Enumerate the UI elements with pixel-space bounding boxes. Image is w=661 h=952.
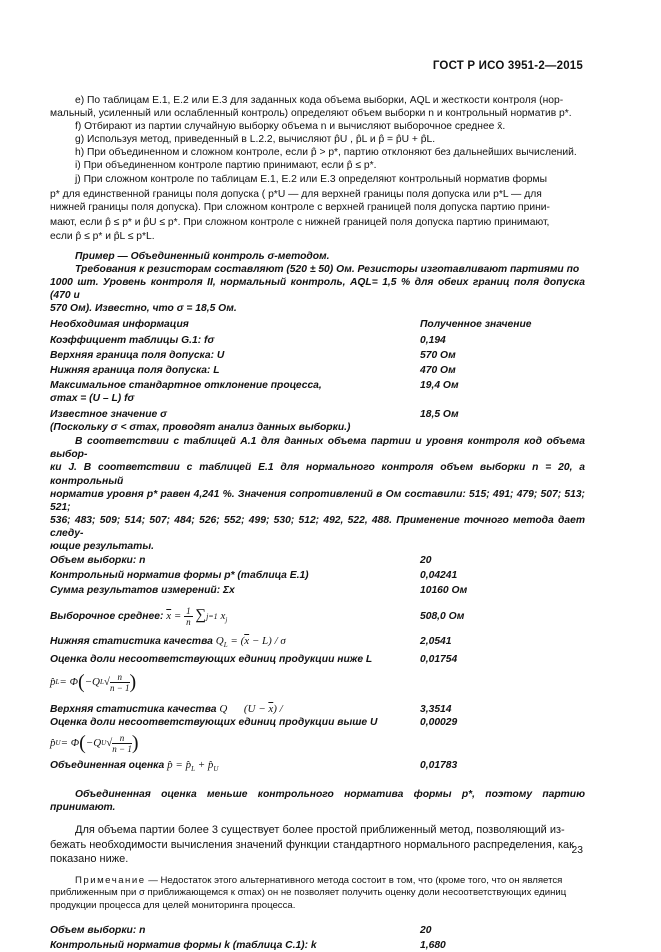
table-row: Объем выборки: n 20 (50, 555, 432, 567)
para-j-line1: j) При сложном контроле по таблицам Е.1, Е.2 или Е.3 определяют контрольный норматив формы (75, 173, 547, 185)
table-row: Выборочное среднее: $\overline{x}$ = $\frac{1}{n}$ ∑j=1 $x_j$ 508,0 Ом (50, 605, 465, 627)
para-e-line1: е) По таблицам Е.1, Е.2 или Е.3 для заданных кода объема выборки, AQL и жесткости контроля (нор- (75, 95, 564, 106)
table-row: Сумма результатов измерений: Σx 10160 Ом (50, 585, 468, 597)
p-upper-formula: p̂ U = Φ ( −Q U √ $\frac{n}{n - 1}$ ) (50, 732, 139, 755)
results-table (50, 554, 585, 776)
combined-estimate-formula: p̂ = $p̂_L$ + $p̂_U$ (167, 758, 219, 774)
table-row: Коэффициент таблицы G.1: fσ 0,194 (50, 334, 446, 346)
body-par-line1: В соответствии с таблицей А.1 для данных объема партии и уровня контроля код объема выбор- (50, 436, 585, 461)
table-row: (Поскольку σ < σmax, проводят анализ данных выборки.) (50, 422, 351, 434)
table-row: Контрольный норматив формы k (таблица С.1): k 1,680 (50, 940, 446, 952)
body-par-line3: норматив уровня p* равен 4,241 %. Значения сопротивлений в Ом составили: 515; 491; 479; 507; 513; 521; (50, 488, 585, 513)
table-row: Максимальное стандартное отклонение процесса, 19,4 Ом (50, 379, 459, 391)
para-j-line2: p* для единственной границы поля допуска ( p*U — для верхней границы поля допуска или p*L — для (50, 188, 542, 200)
example-req-line1: Требования к резисторам составляют (520 ± 50) Ом. Резисторы изготавливают партиями по (75, 264, 580, 276)
para-e-line2: мальный, усиленный или ослабленный контроль) определяют объем выборки n и контрольный норматив p*. (50, 108, 572, 120)
document-header: ГОСТ Р ИСО 3951-2—2015 (432, 60, 583, 72)
sample-mean-formula: $\overline{x}$ = $\frac{1}{n}$ ∑j=1 $x_j$ (166, 605, 228, 627)
para-g: g) Используя метод, приведенный в L.2.2, вычисляют p̂U , p̂L и p̂ = p̂U + p̂L. (75, 134, 436, 146)
table-row: Объединенная оценка p̂ = $p̂_L$ + $p̂_U$ 0,01783 (50, 758, 458, 774)
table-row: σmax = (U – L) fσ (50, 392, 135, 404)
para-j-line5: если p̂ ≤ p* и p̂L ≤ p*L. (50, 230, 155, 242)
conclusion: Объединенная оценка меньше контрольного норматива формы p*, поэтому партию принимают. (50, 789, 585, 814)
para-i: i) При объединенном контроле партию принимают, если p̂ ≤ p*. (75, 160, 377, 172)
example-title: Пример — Объединенный контроль σ-методом. (75, 251, 330, 263)
info-table-header (50, 318, 585, 331)
para-f: f) Отбирают из партии случайную выборку объема n и вычисляют выборочное среднее x̄. (75, 121, 506, 133)
table-row: Объем выборки: n 20 (50, 925, 432, 937)
table-row: Нижняя граница поля допуска: L 470 Ом (50, 364, 456, 376)
para-h: h) При объединенном и сложном контроле, если p̂ > p*, партию отклоняют без дальнейших вычислений. (75, 147, 577, 159)
table-row: Верхняя граница поля допуска: U 570 Ом (50, 349, 456, 361)
approx-line1: Для объема партии более 3 существует более простой приближенный метод, позволяющий из- (75, 824, 565, 837)
table-row: Контрольный норматив формы p* (таблица Е.1) 0,04241 (50, 570, 458, 582)
approx-line3: показано ниже. (50, 852, 129, 865)
body-par-line2: ки J. В соответствии с таблицей Е.1 для нормального контроля объем выборки n = 20, а контрольный (50, 462, 585, 487)
body-par-line4: 536; 483; 509; 514; 507; 484; 526; 552; 499; 530; 512; 492, 522, 488. Применение точного метода дает следу- (50, 514, 585, 539)
table-row: Оценка доли несоответствующих единиц продукции выше U 0,00029 (50, 716, 458, 728)
final-table (50, 924, 585, 952)
table-row: Известное значение σ 18,5 Ом (50, 409, 459, 421)
note-line3: продукции процесса для целей мониторинга процесса. (50, 899, 296, 911)
para-j-line3: нижней границы поля допуска). При сложном контроле с верхней границей поля допуска партию прини- (50, 201, 550, 213)
approx-line2: бежать необходимости вычисления значений функции стандартного нормального распределения, как (50, 838, 574, 851)
note-line1: Примечание — Недостаток этого альтернативного метода состоит в том, что (кроме того, что он является (75, 875, 563, 887)
table-row: Верхняя статистика качества Q $(U - \overline{x})$ / 3,3514 (50, 702, 452, 715)
info-header-left: Необходимая информация (50, 318, 189, 330)
table-row: Оценка доли несоответствующих единиц продукции ниже L 0,01754 (50, 653, 458, 665)
example-req-line3: 570 Ом). Известно, что σ = 18,5 Ом. (50, 303, 237, 315)
upper-quality-statistic-formula: Q $(U - \overline{x})$ / (219, 702, 283, 715)
p-lower-formula: p̂ L = Φ ( −Q L √ $\frac{n}{n - 1}$ ) (50, 671, 137, 694)
table-row: Нижняя статистика качества $Q_L = (\overline{x} - L) / \sigma$ 2,0541 (50, 635, 452, 650)
body-par-line5: ющие результаты. (50, 541, 154, 552)
lower-quality-statistic-formula: $Q_L = (\overline{x} - L) / \sigma$ (215, 635, 286, 650)
note-line2: приближенным при σ приближающемся к σmax) он не позволяет получить оценку доли несоответствующих единиц (50, 887, 567, 899)
note-label: Примечание (75, 875, 146, 887)
page-content (50, 94, 585, 952)
info-table (50, 318, 585, 435)
para-j-line4: мают, если p̂ ≤ p* и p̂U ≤ p*. При сложном контроле с нижней границей поля допуска партию принимают, (50, 216, 550, 228)
page-number: 23 (571, 845, 583, 856)
info-header-right: Полученное значение (420, 318, 532, 330)
example-req-line2: 1000 шт. Уровень контроля II, нормальный контроль, AQL= 1,5 % для обеих границ поля допуска (470 и (50, 277, 585, 302)
